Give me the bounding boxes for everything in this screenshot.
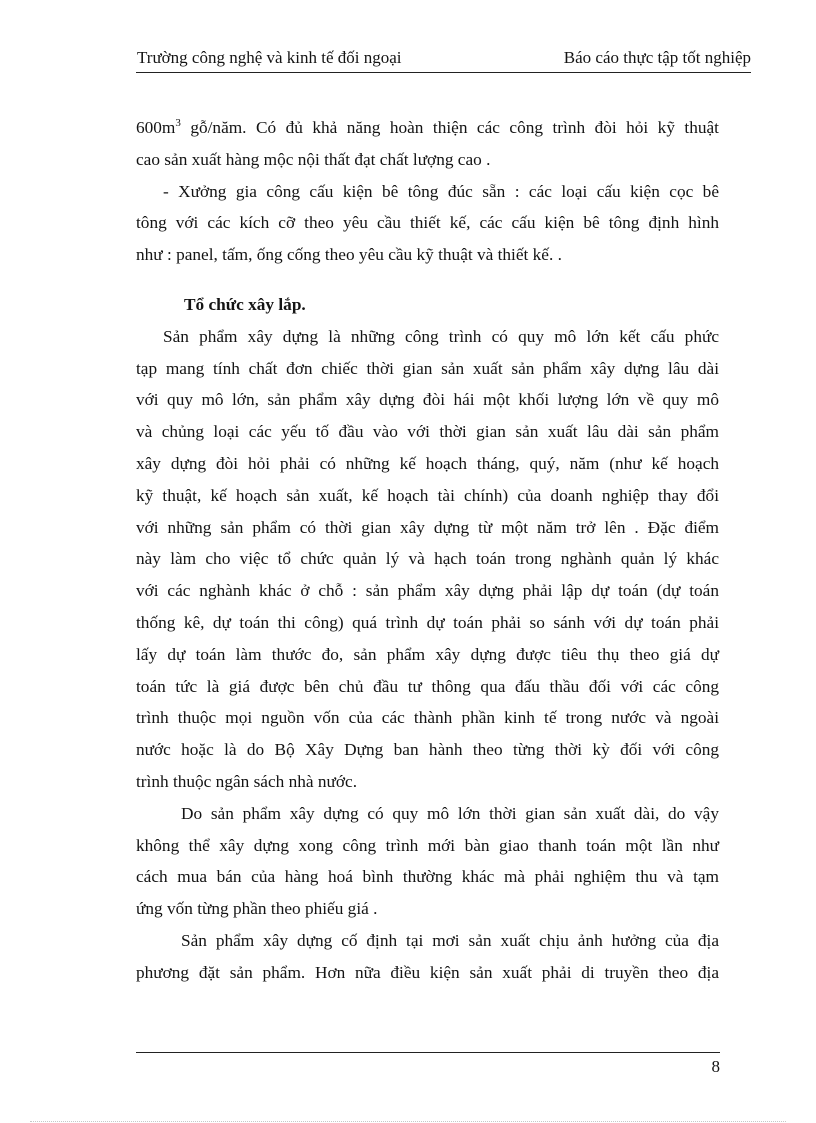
footer-divider <box>136 1052 720 1053</box>
page-header <box>137 46 751 70</box>
text-line: toán tức là giá được bên chủ đầu tư thông qua đấu thầu đối với các công <box>136 676 719 696</box>
text-line: tông với các kích cỡ theo yêu cầu thiết kế, các cấu kiện bê tông định hình <box>136 213 719 233</box>
text-line: cách mua bán của hàng hoá bình thường khác mà phải nghiệm thu và tạm <box>136 867 719 887</box>
text-line: Sản phẩm xây dựng cố định tại mơi sản xuất chịu ảnh hưởng của địa <box>181 930 719 950</box>
text-line: với các nghành khác ở chỗ : sản phẩm xây dựng phải lập dự toán (dự toán <box>136 581 719 601</box>
text-line: Sản phẩm xây dựng là những công trình có quy mô lớn kết cấu phức <box>163 326 719 346</box>
text-line-part: gỗ/năm. Có đủ khả năng hoàn thiện các công trình đòi hỏi kỹ thuật <box>180 118 719 137</box>
text-line: - Xưởng gia công cấu kiện bê tông đúc sẵn : các loại cấu kiện cọc bê <box>163 181 719 201</box>
text-line: Do sản phẩm xây dựng có quy mô lớn thời gian sản xuất dài, do vậy <box>181 803 719 823</box>
text-line: trình thuộc ngân sách nhà nước. <box>136 771 358 791</box>
text-line: lấy dự toán làm thước đo, sản phẩm xây dựng được tiêu thụ theo giá dự <box>136 644 719 664</box>
page-edge-dotted-line <box>30 1121 786 1122</box>
header-school-name: Trường công nghệ và kinh tế đối ngoại <box>137 48 402 67</box>
paragraph-wood-capacity <box>136 112 719 176</box>
paragraph-payment-terms <box>136 798 719 925</box>
text-line: thống kê, dự toán thi công) quá trình dự toán phải so sánh với dự toán phải <box>136 612 719 632</box>
paragraph-concrete-workshop <box>136 176 719 271</box>
text-line: nước hoặc là do Bộ Xây Dựng ban hành theo từng thời kỳ đối với công <box>136 740 719 760</box>
text-line: xây dựng đòi hỏi phải có những kế hoạch tháng, quý, năm (như kế hoạch <box>136 453 719 473</box>
paragraph-fixed-location <box>136 925 719 989</box>
section-heading: Tổ chức xây lắp. <box>184 294 306 314</box>
document-body <box>136 112 719 989</box>
text-line: phương đặt sản phẩm. Hơn nữa điều kiện sản xuất phải di truyền theo địa <box>136 962 719 982</box>
header-divider <box>136 72 751 73</box>
text-line <box>136 112 719 144</box>
text-line: kỹ thuật, kế hoạch sản xuất, kế hoạch tài chính) của doanh nghiệp thay đổi <box>136 485 719 505</box>
text-line: và chủng loại các yếu tố đầu vào với thời gian sản xuất lâu dài sản phẩm <box>136 422 719 442</box>
text-line: với những sản phẩm có thời gian xây dựng từ một năm trở lên . Đặc điểm <box>136 517 719 537</box>
text-line: như : panel, tấm, ống cống theo yêu cầu kỹ thuật và thiết kế. . <box>136 245 562 265</box>
text-line-part: 600m <box>136 118 176 137</box>
text-line: không thể xây dựng xong công trình mới bàn giao thanh toán một lần như <box>136 835 719 855</box>
superscript: 3 <box>175 117 181 129</box>
text-line: này làm cho việc tổ chức quản lý và hạch toán trong nghành quản lý khác <box>136 549 719 569</box>
text-line: với quy mô lớn, sản phẩm xây dựng đòi hái một khối lượng lớn về quy mô <box>136 390 719 410</box>
header-report-title: Báo cáo thực tập tốt nghiệp <box>563 48 751 67</box>
text-line: trình thuộc mọi nguồn vốn của các thành phần kinh tế trong nước và ngoài <box>136 708 719 728</box>
text-line: ứng vốn từng phần theo phiếu giá . <box>136 899 378 919</box>
page-number: 8 <box>711 1057 720 1076</box>
text-line: tạp mang tính chất đơn chiếc thời gian sản xuất sản phẩm xây dựng lâu dài <box>136 358 719 378</box>
text-line: cao sản xuất hàng mộc nội thất đạt chất lượng cao . <box>136 149 491 169</box>
paragraph-construction-products <box>136 321 719 798</box>
